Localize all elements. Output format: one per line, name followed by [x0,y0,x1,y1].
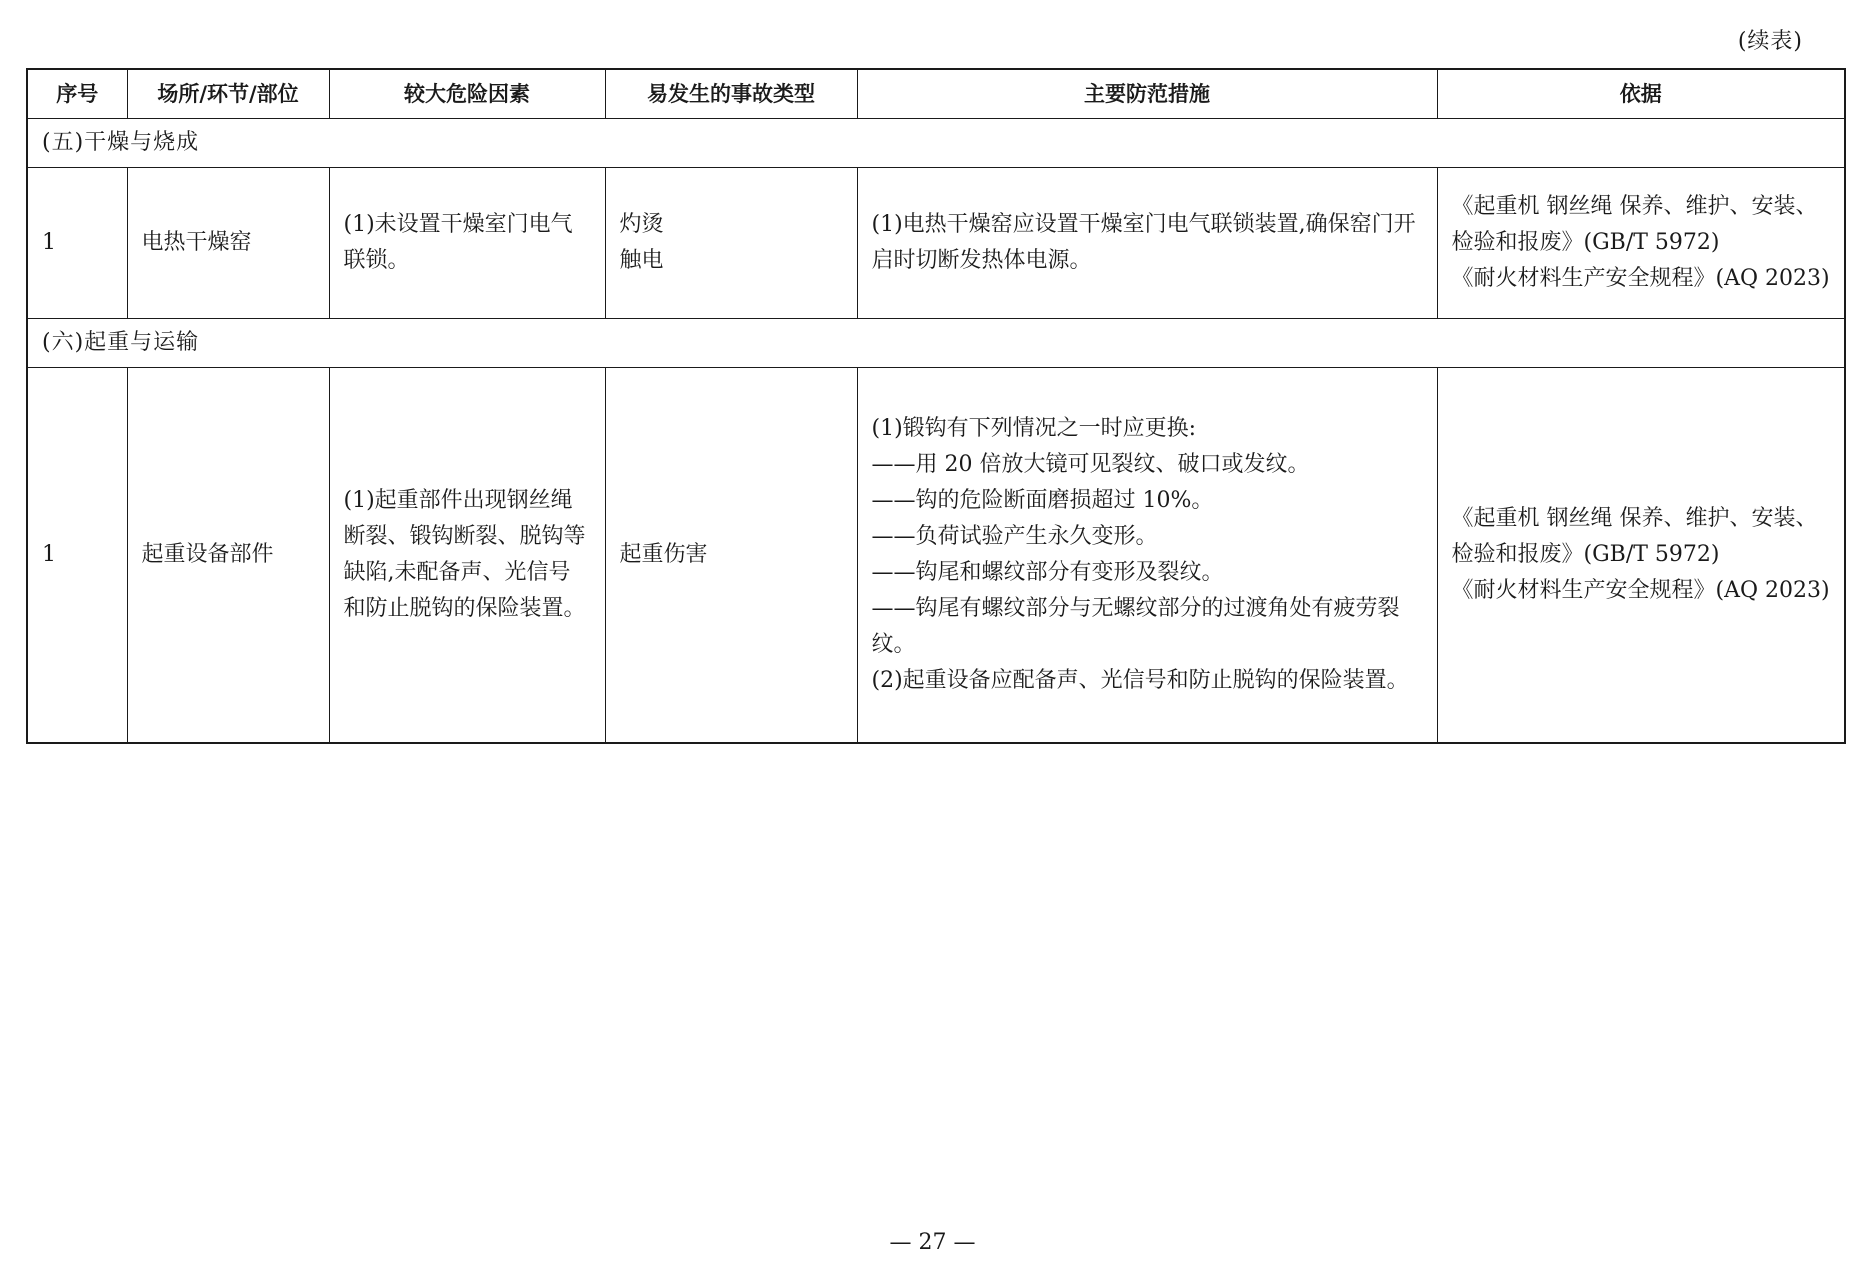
cell-accident-type [605,168,857,319]
cell-measures [857,368,1437,744]
hazard-table [26,68,1846,744]
cell-accident-type [605,368,857,744]
cell-location: 电热干燥窑 [127,168,329,319]
table-row [27,368,1845,744]
header-measures: 主要防范措施 [857,69,1437,119]
measure-item: (2)起重设备应配备声、光信号和防止脱钩的保险装置。 [871,668,1409,693]
measure-item: (1)锻钩有下列情况之一时应更换: [871,416,1197,441]
cell-hazard: (1)未设置干燥室门电气联锁。 [329,168,605,319]
cell-basis [1437,368,1845,744]
basis-item: 《起重机 钢丝绳 保养、维护、安装、检验和报废》(GB/T 5972) [1451,194,1818,255]
section-row [27,319,1845,368]
basis-item: 《耐火材料生产安全规程》(AQ 2023) [1451,578,1830,603]
section-title: (五)干燥与烧成 [27,119,1845,168]
cell-seq: 1 [27,168,127,319]
measure-item: (1)电热干燥窑应设置干燥室门电气联锁装置,确保窑门开启时切断发热体电源。 [871,212,1416,273]
header-seq: 序号 [27,69,127,119]
accident-type-item: 触电 [619,248,664,273]
table-row [27,168,1845,319]
cell-measures [857,168,1437,319]
cell-seq: 1 [27,368,127,744]
header-hazard: 较大危险因素 [329,69,605,119]
section-title: (六)起重与运输 [27,319,1845,368]
header-accident-type: 易发生的事故类型 [605,69,857,119]
measure-item: ——用 20 倍放大镜可见裂纹、破口或发纹。 [871,452,1310,477]
measure-item: ——钩的危险断面磨损超过 10%。 [871,488,1214,513]
table-header-row [27,69,1845,119]
measure-item: ——负荷试验产生永久变形。 [871,524,1158,549]
cell-hazard: (1)起重部件出现钢丝绳断裂、锻钩断裂、脱钩等缺陷,未配备声、光信号和防止脱钩的保险装置。 [329,368,605,744]
basis-item: 《耐火材料生产安全规程》(AQ 2023) [1451,266,1830,291]
basis-item: 《起重机 钢丝绳 保养、维护、安装、检验和报废》(GB/T 5972) [1451,506,1818,567]
cell-basis [1437,168,1845,319]
accident-type-item: 起重伤害 [619,542,708,567]
measure-item: ——钩尾和螺纹部分有变形及裂纹。 [871,560,1224,585]
cell-location: 起重设备部件 [127,368,329,744]
measure-item: ——钩尾有螺纹部分与无螺纹部分的过渡角处有疲劳裂纹。 [871,596,1400,657]
accident-type-item: 灼烫 [619,212,664,237]
page-number: — 27 — [889,1230,976,1255]
header-basis: 依据 [1437,69,1845,119]
section-row [27,119,1845,168]
header-location: 场所/环节/部位 [127,69,329,119]
continued-label: (续表) [1737,29,1803,54]
